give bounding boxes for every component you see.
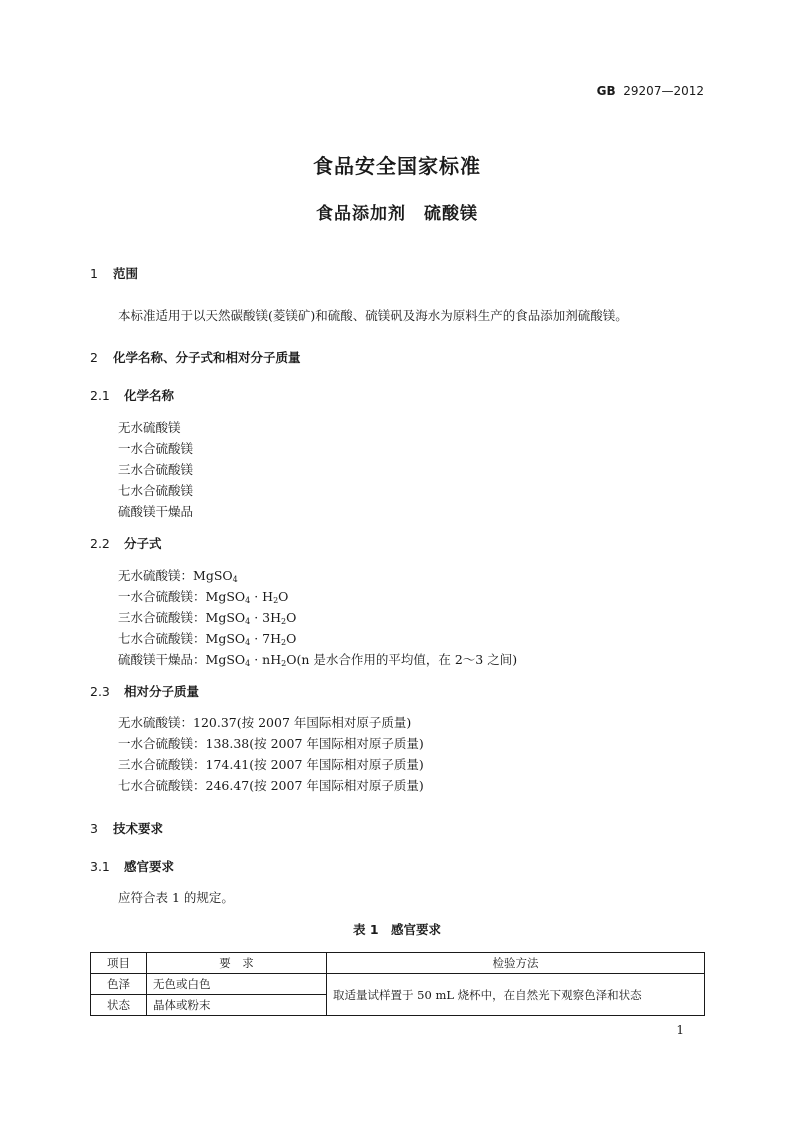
molecular-mass-item: 无水硫酸镁：120.37(按 2007 年国际相对原子质量): [118, 715, 412, 730]
section-3-1-text: 应符合表 1 的规定。: [118, 890, 234, 905]
chemical-name-item: 一水合硫酸镁: [118, 441, 194, 456]
molecular-mass-item: 一水合硫酸镁：138.38(按 2007 年国际相对原子质量): [118, 736, 424, 751]
table-cell: 状态: [91, 995, 147, 1016]
formula-item: 无水硫酸镁：MgSO$_4$: [118, 568, 238, 584]
table-row: [91, 974, 705, 995]
chemical-name-item: 三水合硫酸镁: [118, 462, 194, 477]
chemical-name-item: 硫酸镁干燥品: [118, 504, 194, 519]
section-3-1-heading: 3.1 感官要求: [90, 859, 175, 874]
table-cell: 色泽: [91, 974, 147, 995]
table-cell: 无色或白色: [147, 974, 327, 995]
document-title: 食品安全国家标准: [313, 154, 481, 178]
table-header-cell: 项目: [91, 953, 147, 974]
chemical-name-item: 七水合硫酸镁: [118, 483, 194, 498]
formula-item: 一水合硫酸镁：MgSO$_4$ · $H_2O$: [118, 589, 289, 605]
section-1-heading: 1 范围: [90, 266, 139, 281]
section-2-heading: 2 化学名称、分子式和相对分子质量: [90, 350, 301, 365]
section-2-3-heading: 2.3 相对分子质量: [90, 684, 200, 699]
chemical-name-item: 无水硫酸镁: [118, 420, 181, 435]
formula-item: 硫酸镁干燥品：MgSO$_4$ · $nH_2O(n$ 是水合作用的平均值，在 2～3 之间): [118, 652, 518, 668]
section-3-heading: 3 技术要求: [90, 821, 164, 836]
table-cell: 晶体或粉末: [147, 995, 327, 1016]
section-2-2-heading: 2.2 分子式: [90, 536, 162, 551]
molecular-mass-item: 七水合硫酸镁：246.47(按 2007 年国际相对原子质量): [118, 778, 424, 793]
standard-code: GB 29207—2012: [596, 84, 704, 98]
molecular-mass-item: 三水合硫酸镁：174.41(按 2007 年国际相对原子质量): [118, 757, 424, 772]
table-header-cell: 检验方法: [327, 953, 705, 974]
table-header-cell: 要 求: [147, 953, 327, 974]
section-1-text: 本标准适用于以天然碳酸镁(菱镁矿)和硫酸、硫镁矾及海水为原料生产的食品添加剂硫酸镁。: [118, 308, 628, 323]
table-caption: 表 1 感官要求: [352, 922, 442, 937]
formula-item: 三水合硫酸镁：MgSO$_4$ · $3H_2O$: [118, 610, 297, 626]
document-subtitle: 食品添加剂 硫酸镁: [316, 204, 478, 224]
formula-item: 七水合硫酸镁：MgSO$_4$ · $7H_2O$: [118, 631, 297, 647]
page-number: 1: [676, 1023, 684, 1037]
table-cell-method: 取适量试样置于 50 mL 烧杯中，在自然光下观察色泽和状态: [327, 974, 705, 1016]
table-header-row: [91, 953, 705, 974]
section-2-1-heading: 2.1 化学名称: [90, 388, 175, 403]
sensory-requirements-table: [90, 952, 705, 1016]
